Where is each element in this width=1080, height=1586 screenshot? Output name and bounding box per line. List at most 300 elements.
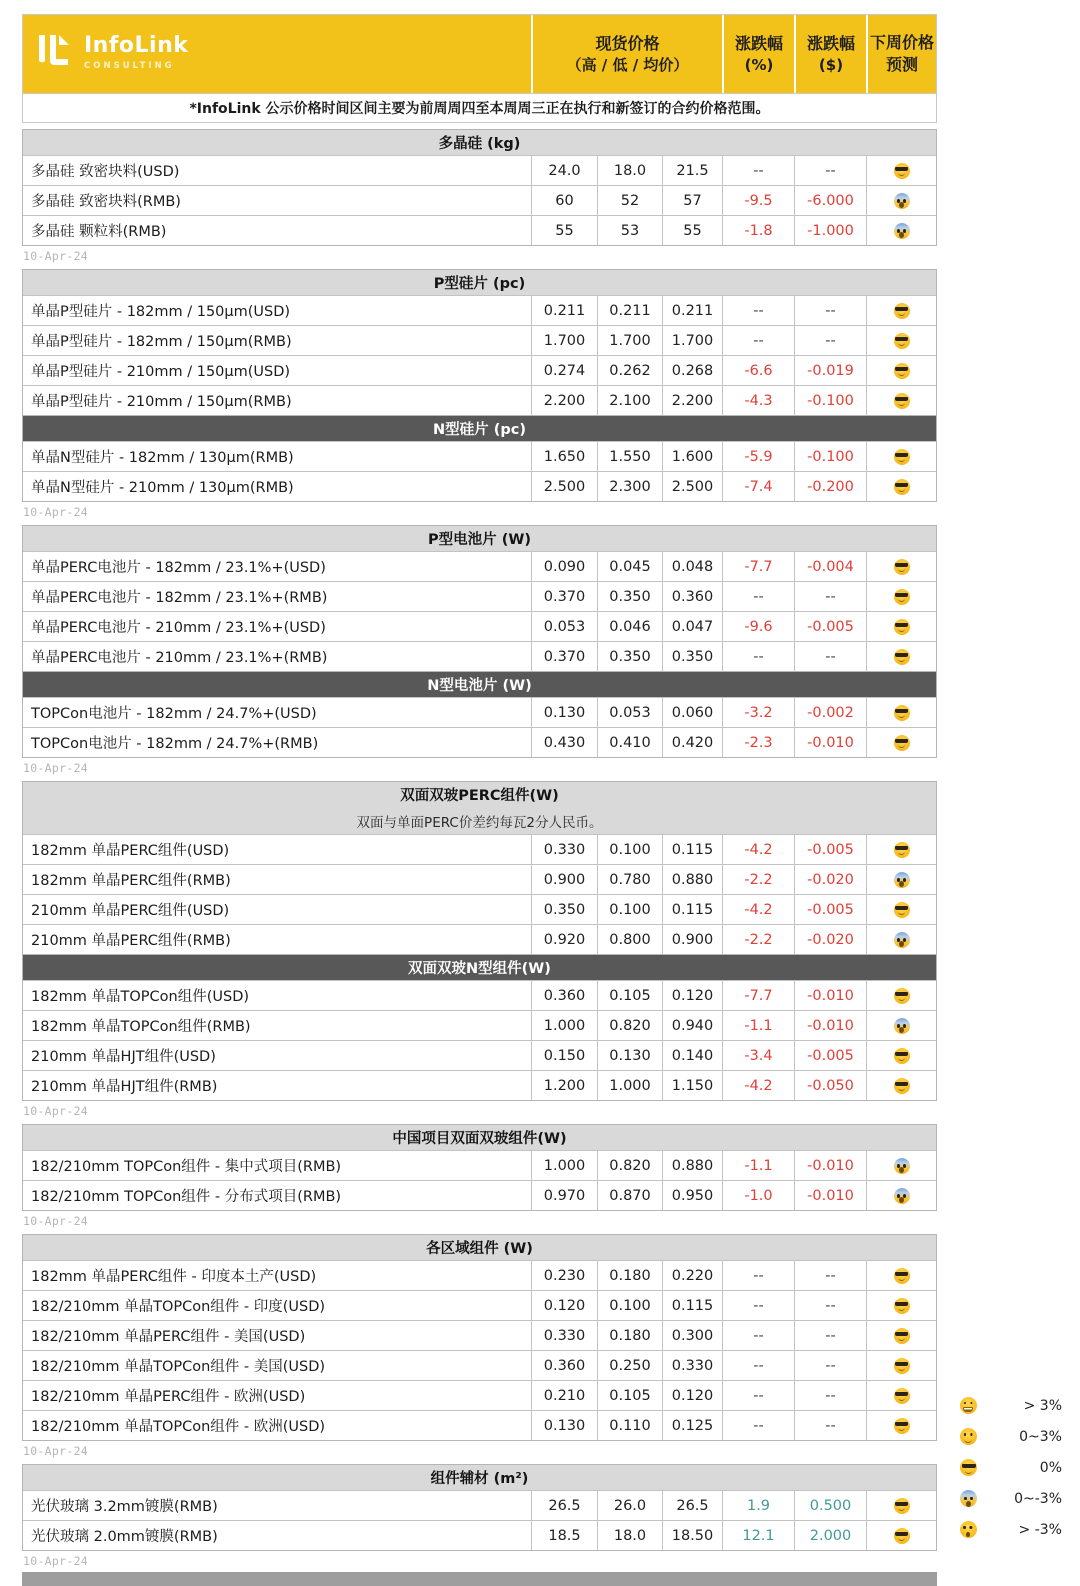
- cell-change-pct: -6.6: [722, 356, 794, 385]
- cell-change-usd: -0.004: [794, 552, 866, 581]
- cell-low: 1.700: [597, 326, 662, 355]
- forecast-scream-icon: [894, 1188, 910, 1204]
- price-row: [23, 864, 936, 894]
- legend-item: [960, 1421, 1062, 1452]
- cell-change-usd: -0.005: [794, 612, 866, 641]
- legend-label: > 3%: [1023, 1397, 1062, 1414]
- cell-high: 0.150: [531, 1041, 597, 1070]
- cell-avg: 0.880: [662, 865, 722, 894]
- cell-change-pct: -9.6: [722, 612, 794, 641]
- price-table-blocks: [22, 129, 937, 1568]
- cell-high: 24.0: [531, 156, 597, 185]
- row-label: 182/210mm 单晶PERC组件 - 欧洲(USD): [31, 1389, 306, 1405]
- cell-high: 0.360: [531, 981, 597, 1010]
- cell-change-pct: --: [722, 326, 794, 355]
- cell-low: 0.410: [597, 728, 662, 757]
- cell-low: 0.110: [597, 1411, 662, 1440]
- date-label: 10-Apr-24: [23, 1104, 89, 1118]
- cell-avg: 0.211: [662, 296, 722, 325]
- forecast-sunglasses-icon: [894, 619, 910, 635]
- cell-low: 0.820: [597, 1011, 662, 1040]
- section-title: 双面双玻N型组件(W): [23, 955, 936, 980]
- price-row: [23, 1150, 936, 1180]
- forecast-sunglasses-icon: [894, 1048, 910, 1064]
- cell-forecast: [866, 1151, 936, 1180]
- cell-low: 52: [597, 186, 662, 215]
- row-label: 光伏玻璃 3.2mm镀膜(RMB): [31, 1499, 218, 1515]
- cell-forecast: [866, 612, 936, 641]
- cell-low: 0.870: [597, 1181, 662, 1210]
- cell-avg: 0.048: [662, 552, 722, 581]
- cell-change-pct: -1.1: [722, 1011, 794, 1040]
- cell-avg: 0.950: [662, 1181, 722, 1210]
- legend-smile-icon: [960, 1428, 977, 1445]
- cell-forecast: [866, 326, 936, 355]
- brand-name: InfoLink: [84, 33, 189, 59]
- cell-avg: 0.330: [662, 1351, 722, 1380]
- cell-low: 1.550: [597, 442, 662, 471]
- cell-avg: 0.220: [662, 1261, 722, 1290]
- cell-avg: 0.115: [662, 1291, 722, 1320]
- cell-high: 1.650: [531, 442, 597, 471]
- cell-change-usd: --: [794, 642, 866, 671]
- date-label: 10-Apr-24: [23, 761, 89, 775]
- cell-high: 1.000: [531, 1011, 597, 1040]
- price-section: [22, 955, 937, 1101]
- cell-avg: 0.060: [662, 698, 722, 727]
- cell-avg: 0.140: [662, 1041, 722, 1070]
- cell-change-usd: -0.002: [794, 698, 866, 727]
- infolink-logo-icon: [35, 33, 75, 75]
- cell-low: 18.0: [597, 1521, 662, 1550]
- section-title: 多晶硅 (kg): [23, 130, 936, 155]
- forecast-sunglasses-icon: [894, 902, 910, 918]
- legend-item: [960, 1390, 1062, 1421]
- price-section: [22, 672, 937, 758]
- cell-forecast: [866, 1181, 936, 1210]
- forecast-sunglasses-icon: [894, 363, 910, 379]
- row-label: 182mm 单晶TOPCon组件(RMB): [31, 1019, 251, 1035]
- cell-low: 0.105: [597, 1381, 662, 1410]
- cell-change-usd: -0.200: [794, 472, 866, 501]
- price-row: [23, 834, 936, 864]
- cell-change-usd: -0.005: [794, 835, 866, 864]
- cell-forecast: [866, 1011, 936, 1040]
- row-label: 182/210mm 单晶TOPCon组件 - 欧洲(USD): [31, 1419, 326, 1435]
- forecast-scream-icon: [894, 932, 910, 948]
- cell-low: 0.100: [597, 895, 662, 924]
- row-label: 单晶PERC电池片 - 182mm / 23.1%+(USD): [31, 560, 326, 576]
- notice-text: *InfoLink 公示价格时间区间主要为前周周四至本周周三正在执行和新签订的合约价格范围。: [23, 93, 936, 122]
- cell-forecast: [866, 1381, 936, 1410]
- cell-high: 2.200: [531, 386, 597, 415]
- cell-high: 1.000: [531, 1151, 597, 1180]
- row-label: 单晶N型硅片 - 210mm / 130μm(RMB): [31, 480, 294, 496]
- forecast-scream-icon: [894, 872, 910, 888]
- cell-change-usd: -0.100: [794, 442, 866, 471]
- legend-label: 0%: [1039, 1459, 1062, 1476]
- row-label: 182mm 单晶PERC组件(USD): [31, 843, 230, 859]
- price-row: [23, 1290, 936, 1320]
- cell-high: 0.274: [531, 356, 597, 385]
- cell-forecast: [866, 1321, 936, 1350]
- legend-sunglasses-icon: [960, 1459, 977, 1476]
- legend-grin-icon: [960, 1397, 977, 1414]
- price-block: [22, 269, 937, 519]
- cell-change-pct: -3.4: [722, 1041, 794, 1070]
- price-row: [23, 727, 936, 757]
- price-row: [23, 1380, 936, 1410]
- row-label: 182/210mm 单晶TOPCon组件 - 印度(USD): [31, 1299, 326, 1315]
- date-label: 10-Apr-24: [23, 1214, 89, 1228]
- cell-high: 0.330: [531, 1321, 597, 1350]
- cell-change-pct: -7.4: [722, 472, 794, 501]
- cell-high: 0.210: [531, 1381, 597, 1410]
- row-label: 单晶P型硅片 - 182mm / 150μm(USD): [31, 304, 291, 320]
- cell-change-usd: --: [794, 156, 866, 185]
- cell-high: 55: [531, 216, 597, 245]
- cell-change-usd: 2.000: [794, 1521, 866, 1550]
- cell-forecast: [866, 296, 936, 325]
- cell-low: 0.130: [597, 1041, 662, 1070]
- section-title: 各区域组件 (W): [23, 1235, 936, 1260]
- cell-avg: 0.300: [662, 1321, 722, 1350]
- cell-high: 0.130: [531, 698, 597, 727]
- brand-subtitle: CONSULTING: [84, 61, 175, 72]
- cell-avg: 1.700: [662, 326, 722, 355]
- forecast-sunglasses-icon: [894, 988, 910, 1004]
- price-row: [23, 155, 936, 185]
- cell-low: 0.350: [597, 582, 662, 611]
- price-row: [23, 471, 936, 501]
- cell-change-usd: -1.000: [794, 216, 866, 245]
- section-note: 双面与单面PERC价差约每瓦2分人民币。: [23, 807, 936, 834]
- cell-low: 0.820: [597, 1151, 662, 1180]
- section-title: P型硅片 (pc): [23, 270, 936, 295]
- forecast-scream-icon: [894, 1158, 910, 1174]
- price-section: [22, 269, 937, 416]
- cell-change-pct: -7.7: [722, 981, 794, 1010]
- cell-change-usd: -0.020: [794, 865, 866, 894]
- cell-high: 0.350: [531, 895, 597, 924]
- price-row: [23, 185, 936, 215]
- row-label: 182mm 单晶TOPCon组件(USD): [31, 989, 250, 1005]
- cell-change-usd: -0.010: [794, 1151, 866, 1180]
- change-pct-label: 涨跌幅: [734, 34, 783, 54]
- price-section: [22, 1234, 937, 1441]
- cell-change-usd: --: [794, 296, 866, 325]
- cell-avg: 0.125: [662, 1411, 722, 1440]
- cell-change-pct: -4.2: [722, 1071, 794, 1100]
- forecast-sunglasses-icon: [894, 559, 910, 575]
- price-section: [22, 416, 937, 502]
- row-label: 210mm 单晶HJT组件(RMB): [31, 1079, 218, 1095]
- price-row: [23, 894, 936, 924]
- cell-avg: 0.900: [662, 925, 722, 954]
- forecast-scream-icon: [894, 1018, 910, 1034]
- legend-scream-icon: [960, 1490, 977, 1507]
- price-row: [23, 355, 936, 385]
- cell-forecast: [866, 925, 936, 954]
- cell-high: 0.130: [531, 1411, 597, 1440]
- legend-label: 0~3%: [1019, 1428, 1062, 1445]
- cell-low: 0.350: [597, 642, 662, 671]
- forecast-sunglasses-icon: [894, 589, 910, 605]
- price-row: [23, 295, 936, 325]
- forecast-sunglasses-icon: [894, 1078, 910, 1094]
- cell-avg: 0.047: [662, 612, 722, 641]
- date-label: 10-Apr-24: [23, 1444, 89, 1458]
- cell-change-usd: -0.010: [794, 1011, 866, 1040]
- cell-high: 0.360: [531, 1351, 597, 1380]
- column-header-change-pct: [722, 15, 794, 93]
- cell-low: 2.100: [597, 386, 662, 415]
- date-label: 10-Apr-24: [23, 249, 89, 263]
- cell-forecast: [866, 472, 936, 501]
- price-row: [23, 551, 936, 581]
- row-label: 多晶硅 颗粒料(RMB): [31, 224, 167, 240]
- legend-item: [960, 1514, 1062, 1545]
- cell-change-usd: --: [794, 1351, 866, 1380]
- row-label: 单晶PERC电池片 - 210mm / 23.1%+(RMB): [31, 650, 328, 666]
- price-row: [23, 1180, 936, 1210]
- row-label: TOPCon电池片 - 182mm / 24.7%+(RMB): [31, 736, 319, 752]
- column-header-spot-price: [531, 15, 722, 93]
- price-row: [23, 980, 936, 1010]
- forecast-sunglasses-icon: [894, 1528, 910, 1544]
- cell-high: 0.370: [531, 582, 597, 611]
- cell-forecast: [866, 356, 936, 385]
- cell-forecast: [866, 582, 936, 611]
- forecast-sunglasses-icon: [894, 449, 910, 465]
- cell-low: 1.000: [597, 1071, 662, 1100]
- cell-forecast: [866, 1491, 936, 1520]
- change-usd-label: 涨跌幅: [806, 34, 855, 54]
- cell-change-usd: -0.100: [794, 386, 866, 415]
- forecast-sunglasses-icon: [894, 1268, 910, 1284]
- price-block: [22, 1124, 937, 1228]
- date-label: 10-Apr-24: [23, 1554, 89, 1568]
- price-row: [23, 1490, 936, 1520]
- cell-high: 0.120: [531, 1291, 597, 1320]
- cell-change-usd: -0.010: [794, 1181, 866, 1210]
- price-row: [23, 581, 936, 611]
- cell-change-pct: -9.5: [722, 186, 794, 215]
- price-report-page: [22, 14, 937, 1586]
- forecast-sunglasses-icon: [894, 333, 910, 349]
- cell-avg: 21.5: [662, 156, 722, 185]
- cell-change-pct: --: [722, 1321, 794, 1350]
- forecast-sunglasses-icon: [894, 1358, 910, 1374]
- forecast-sunglasses-icon: [894, 393, 910, 409]
- cell-change-pct: --: [722, 1291, 794, 1320]
- price-block: [22, 1234, 937, 1458]
- cell-avg: 2.200: [662, 386, 722, 415]
- cell-avg: 0.360: [662, 582, 722, 611]
- cell-avg: 0.115: [662, 895, 722, 924]
- price-row: [23, 697, 936, 727]
- cell-low: 26.0: [597, 1491, 662, 1520]
- cell-high: 0.970: [531, 1181, 597, 1210]
- cell-avg: 1.150: [662, 1071, 722, 1100]
- section-title: P型电池片 (W): [23, 526, 936, 551]
- infolink-logo: [35, 33, 188, 75]
- spot-price-label: 现货价格: [595, 34, 660, 54]
- row-label: 210mm 单晶HJT组件(USD): [31, 1049, 216, 1065]
- price-row: [23, 1520, 936, 1550]
- cell-change-usd: -0.050: [794, 1071, 866, 1100]
- row-label: 182mm 单晶PERC组件(RMB): [31, 873, 231, 889]
- forecast-sunglasses-icon: [894, 479, 910, 495]
- row-label: 单晶PERC电池片 - 210mm / 23.1%+(USD): [31, 620, 326, 636]
- cell-change-pct: --: [722, 1381, 794, 1410]
- cell-high: 0.090: [531, 552, 597, 581]
- cell-avg: 0.880: [662, 1151, 722, 1180]
- cell-high: 1.200: [531, 1071, 597, 1100]
- cell-high: 0.900: [531, 865, 597, 894]
- cell-avg: 57: [662, 186, 722, 215]
- column-header-forecast: [866, 15, 936, 93]
- forecast-sunglasses-icon: [894, 735, 910, 751]
- cell-change-usd: --: [794, 326, 866, 355]
- row-label: 单晶N型硅片 - 182mm / 130μm(RMB): [31, 450, 294, 466]
- forecast-sunglasses-icon: [894, 1328, 910, 1344]
- price-block: [22, 129, 937, 263]
- cell-change-usd: -0.020: [794, 925, 866, 954]
- price-row: [23, 1260, 936, 1290]
- price-row: [23, 611, 936, 641]
- cell-change-pct: --: [722, 1411, 794, 1440]
- forecast-sunglasses-icon: [894, 649, 910, 665]
- price-row: [23, 1320, 936, 1350]
- price-row: [23, 1350, 936, 1380]
- cell-low: 2.300: [597, 472, 662, 501]
- row-label: 光伏玻璃 2.0mm镀膜(RMB): [31, 1529, 218, 1545]
- row-label: 182/210mm 单晶TOPCon组件 - 美国(USD): [31, 1359, 326, 1375]
- cell-change-pct: 1.9: [722, 1491, 794, 1520]
- cell-low: 0.100: [597, 835, 662, 864]
- row-label: 多晶硅 致密块料(USD): [31, 164, 180, 180]
- cell-change-pct: --: [722, 1351, 794, 1380]
- cell-low: 53: [597, 216, 662, 245]
- cell-change-pct: 12.1: [722, 1521, 794, 1550]
- cell-forecast: [866, 442, 936, 471]
- legend-item: [960, 1483, 1062, 1514]
- row-label: 182mm 单晶PERC组件 - 印度本土产(USD): [31, 1269, 317, 1285]
- price-block: [22, 525, 937, 775]
- column-header-change-usd: [794, 15, 866, 93]
- forecast-sunglasses-icon: [894, 163, 910, 179]
- cell-forecast: [866, 1291, 936, 1320]
- section-title: 中国项目双面双玻组件(W): [23, 1125, 936, 1150]
- price-row: [23, 215, 936, 245]
- cell-high: 0.330: [531, 835, 597, 864]
- forecast-sunglasses-icon: [894, 1388, 910, 1404]
- cell-low: 0.211: [597, 296, 662, 325]
- cell-change-pct: -1.0: [722, 1181, 794, 1210]
- cell-low: 0.180: [597, 1321, 662, 1350]
- cell-forecast: [866, 895, 936, 924]
- price-section: [22, 129, 937, 246]
- price-row: [23, 1040, 936, 1070]
- legend-item: [960, 1452, 1062, 1483]
- cell-avg: 0.120: [662, 1381, 722, 1410]
- cell-avg: 0.120: [662, 981, 722, 1010]
- section-title: 双面双玻PERC组件(W): [23, 782, 936, 807]
- cell-change-pct: -2.2: [722, 925, 794, 954]
- price-block: [22, 781, 937, 1118]
- cell-high: 60: [531, 186, 597, 215]
- cell-avg: 1.600: [662, 442, 722, 471]
- forecast-scream-icon: [894, 193, 910, 209]
- forecast-scream-icon: [894, 223, 910, 239]
- cell-change-pct: -4.2: [722, 835, 794, 864]
- legend-label: 0~-3%: [1014, 1490, 1062, 1507]
- cell-forecast: [866, 865, 936, 894]
- cell-change-usd: -0.019: [794, 356, 866, 385]
- section-title: N型硅片 (pc): [23, 416, 936, 441]
- price-row: [23, 441, 936, 471]
- cell-high: 0.920: [531, 925, 597, 954]
- cell-high: 1.700: [531, 326, 597, 355]
- cell-forecast: [866, 1261, 936, 1290]
- row-label: 182/210mm 单晶PERC组件 - 美国(USD): [31, 1329, 306, 1345]
- cell-avg: 18.50: [662, 1521, 722, 1550]
- cell-change-usd: --: [794, 1261, 866, 1290]
- cell-forecast: [866, 1351, 936, 1380]
- row-label: 单晶P型硅片 - 182mm / 150μm(RMB): [31, 334, 292, 350]
- change-pct-unit: (%): [744, 55, 774, 74]
- cell-change-usd: -0.010: [794, 981, 866, 1010]
- forecast-label-line1: 下周价格: [869, 33, 934, 53]
- forecast-sunglasses-icon: [894, 1498, 910, 1514]
- price-row: [23, 924, 936, 954]
- row-label: 182/210mm TOPCon组件 - 分布式项目(RMB): [31, 1189, 342, 1205]
- cell-change-usd: --: [794, 1291, 866, 1320]
- row-label: 210mm 单晶PERC组件(RMB): [31, 933, 231, 949]
- cell-avg: 0.420: [662, 728, 722, 757]
- cell-forecast: [866, 156, 936, 185]
- cell-forecast: [866, 981, 936, 1010]
- forecast-sunglasses-icon: [894, 705, 910, 721]
- cell-avg: 2.500: [662, 472, 722, 501]
- forecast-sunglasses-icon: [894, 1298, 910, 1314]
- cell-low: 0.780: [597, 865, 662, 894]
- cell-change-pct: -4.3: [722, 386, 794, 415]
- price-row: [23, 1410, 936, 1440]
- change-usd-unit: ($): [818, 55, 844, 74]
- cell-change-pct: -1.1: [722, 1151, 794, 1180]
- cell-low: 0.046: [597, 612, 662, 641]
- cell-change-pct: -5.9: [722, 442, 794, 471]
- price-section: [22, 525, 937, 672]
- cell-change-usd: --: [794, 1321, 866, 1350]
- cell-high: 0.370: [531, 642, 597, 671]
- cell-forecast: [866, 642, 936, 671]
- cell-avg: 26.5: [662, 1491, 722, 1520]
- forecast-sunglasses-icon: [894, 842, 910, 858]
- spot-price-sublabel: （高 / 低 / 均价）: [566, 55, 689, 74]
- price-row: [23, 641, 936, 671]
- cell-change-usd: --: [794, 582, 866, 611]
- row-label: 182/210mm TOPCon组件 - 集中式项目(RMB): [31, 1159, 342, 1175]
- cell-low: 0.100: [597, 1291, 662, 1320]
- cell-change-usd: -6.000: [794, 186, 866, 215]
- cell-change-usd: --: [794, 1411, 866, 1440]
- cell-high: 18.5: [531, 1521, 597, 1550]
- forecast-sunglasses-icon: [894, 303, 910, 319]
- row-label: 单晶P型硅片 - 210mm / 150μm(RMB): [31, 394, 292, 410]
